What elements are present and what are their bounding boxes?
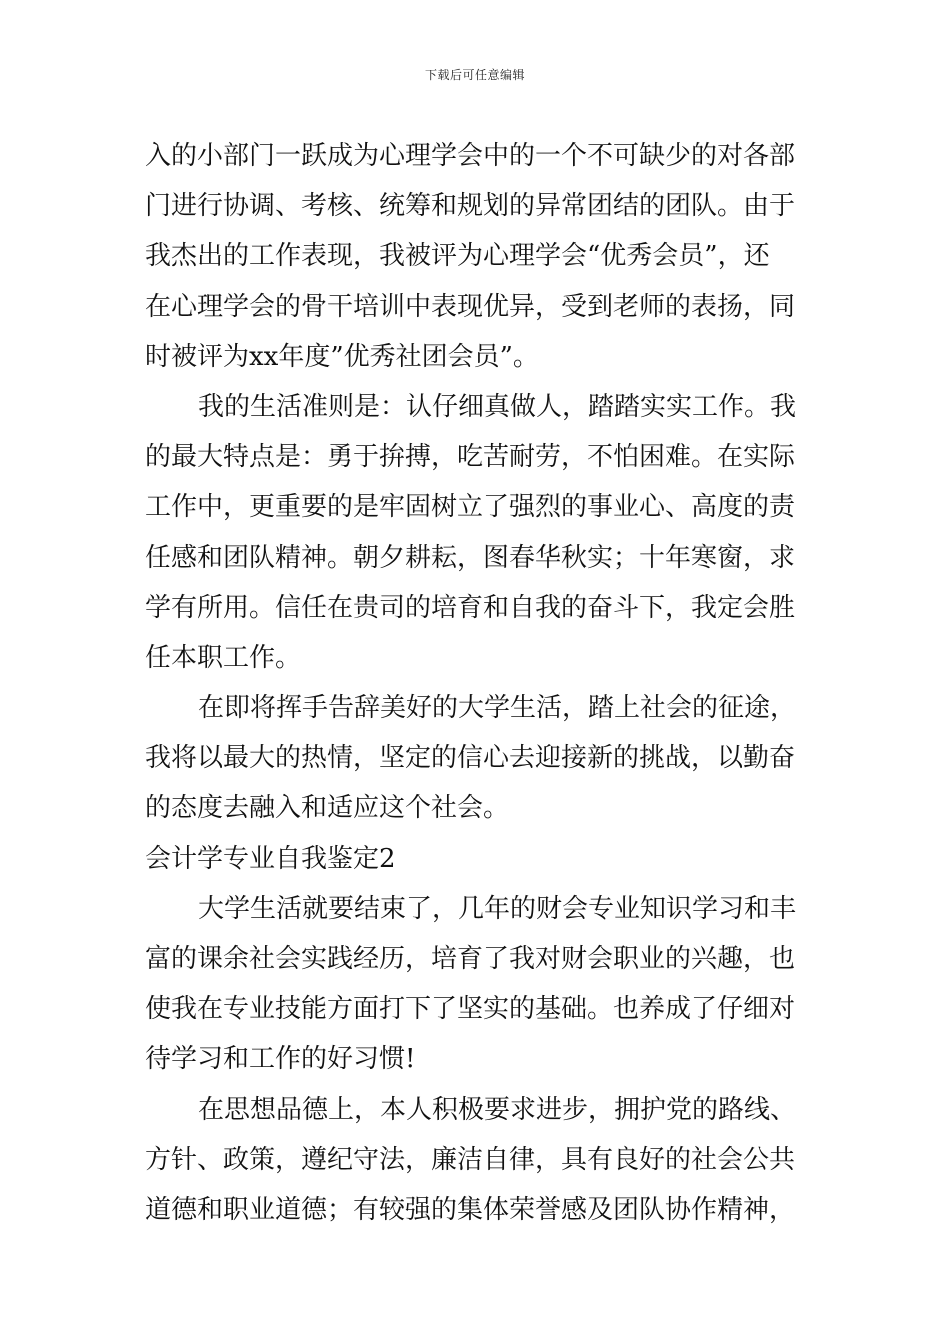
text-line: 任本职工作。: [145, 642, 302, 673]
paragraph-first-line: 在即将挥手告辞美好的大学生活，踏上社会的征途，: [198, 693, 797, 724]
text-line: 我杰出的工作表现，我被评为心理学会“优秀会员”，还: [145, 241, 770, 272]
text-line: 入的小部门一跃成为心理学会中的一个不可缺少的对各部: [145, 141, 796, 171]
paragraph-first-line: 大学生活就要结束了，几年的财会专业知识学习和丰: [198, 893, 797, 924]
section-heading: 会计学专业自我鉴定2: [145, 843, 396, 874]
document-body: [145, 131, 810, 1235]
text-line: 的最大特点是：勇于拚搏，吃苦耐劳，不怕困难。在实际: [145, 442, 796, 473]
text-line: 富的课余社会实践经历，培育了我对财会职业的兴趣，也: [145, 944, 796, 974]
text-line: 任感和团队精神。朝夕耕耘，图春华秋实；十年寒窗，求: [145, 542, 796, 573]
text-line: 时被评为xx年度”优秀社团会员”。: [145, 341, 539, 372]
text-line: 我将以最大的热情，坚定的信心去迎接新的挑战，以勤奋: [145, 743, 796, 774]
text-line: 方针、政策，遵纪守法，廉洁自律，具有良好的社会公共: [145, 1144, 796, 1175]
text-line: 使我在专业技能方面打下了坚实的基础。也养成了仔细对: [145, 994, 796, 1025]
text-line: 的态度去融入和适应这个社会。: [145, 793, 510, 824]
paragraph-first-line: 我的生活准则是：认仔细真做人，踏踏实实工作。我: [198, 391, 797, 422]
text-line: 待学习和工作的好习惯!: [145, 1044, 416, 1075]
text-line: 学有所用。信任在贵司的培育和自我的奋斗下，我定会胜: [145, 592, 796, 623]
paragraph-first-line: 在思想品德上，本人积极要求进步，拥护党的路线、: [198, 1094, 797, 1125]
text-line: 工作中，更重要的是牢固树立了强烈的事业心、高度的责: [145, 492, 796, 523]
page-header-note: 下载后可任意编辑: [424, 68, 525, 82]
text-line: 门进行协调、考核、统筹和规划的异常团结的团队。由于: [145, 191, 796, 222]
text-line: 道德和职业道德；有较强的集体荣誉感及团队协作精神，: [145, 1194, 796, 1225]
text-line: 在心理学会的骨干培训中表现优异，受到老师的表扬，同: [145, 291, 796, 322]
